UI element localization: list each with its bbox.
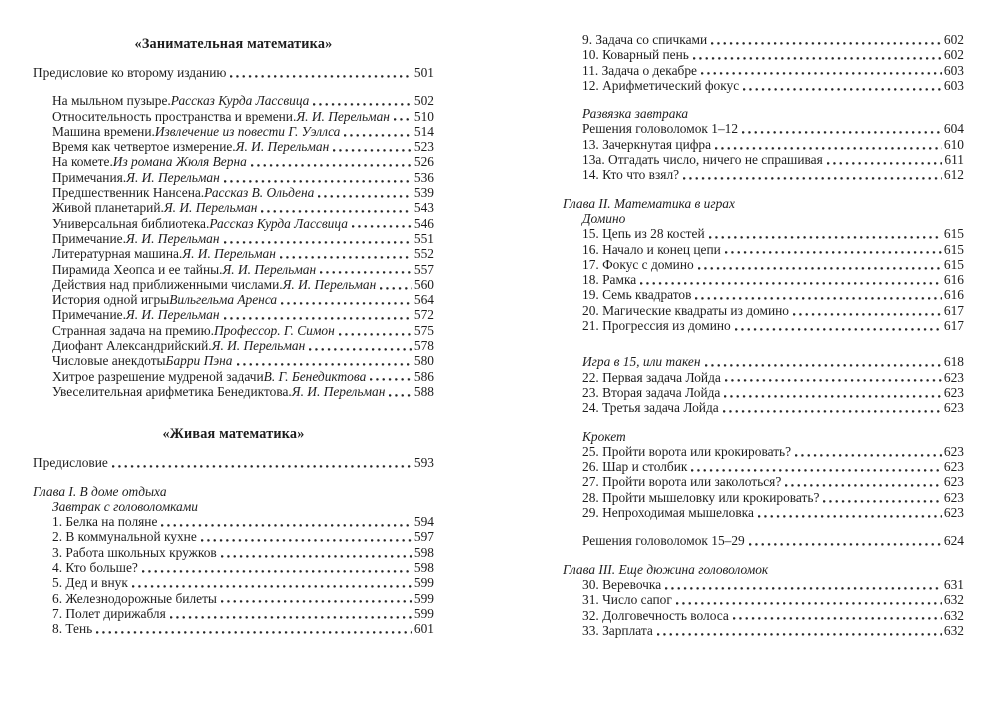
toc-entry-title: 28. Пройти мышеловку или крокировать?	[582, 489, 820, 505]
toc-entry-page: 602	[943, 32, 964, 47]
toc-entry	[33, 484, 434, 499]
toc-entry	[33, 560, 434, 575]
toc-entry-page: 623	[943, 400, 964, 416]
dot-leader	[683, 177, 942, 180]
toc-entry-page: 510	[413, 108, 434, 124]
toc-entry-page: 523	[413, 139, 434, 155]
dot-leader	[823, 500, 941, 503]
toc-entry-title: Универсальная библиотека.	[52, 215, 210, 231]
toc-gap	[563, 520, 964, 533]
toc-entry-subtitle: Рассказ Курда Лассвица	[209, 215, 348, 231]
toc-entry	[33, 353, 434, 368]
toc-entry	[563, 78, 964, 93]
toc-entry	[563, 490, 964, 505]
toc-entry-page: 604	[943, 121, 964, 137]
toc-entry-title: На комете.	[52, 154, 113, 170]
toc-entry-subtitle: Завтрак с головоломками	[52, 498, 198, 514]
toc-entry-title: 21. Прогрессия из домино	[582, 318, 731, 334]
dot-leader	[389, 394, 412, 397]
toc-entry-title: Предшественник Нансена.	[52, 185, 205, 201]
toc-entry	[33, 231, 434, 246]
toc-entry-subtitle: Домино	[582, 210, 626, 226]
toc-entry	[563, 63, 964, 78]
toc-entry-page: 624	[943, 533, 964, 549]
toc-entry	[33, 109, 434, 124]
toc-entry-page: 623	[943, 489, 964, 505]
toc-entry-page: 578	[413, 338, 434, 354]
toc-entry-subtitle: Я. И. Перельман	[222, 261, 317, 277]
toc-column-left	[33, 36, 434, 637]
dot-leader	[394, 118, 412, 121]
toc-entry	[563, 385, 964, 400]
toc-entry-page: 632	[943, 607, 964, 623]
toc-entry-title: 4. Кто больше?	[52, 560, 138, 576]
dot-leader	[795, 454, 942, 457]
dot-leader	[261, 210, 411, 213]
toc-entry-title: 8. Тень	[52, 621, 93, 637]
toc-entry-page: 618	[943, 354, 964, 370]
dot-leader	[132, 585, 412, 588]
toc-entry-title: 20. Магические квадраты из домино	[582, 302, 789, 318]
toc-entry-page: 572	[413, 307, 434, 323]
toc-gap	[33, 471, 434, 484]
toc-entry	[33, 591, 434, 606]
dot-leader	[380, 287, 412, 290]
section-heading: «Живая математика»	[162, 426, 305, 443]
toc-entry	[33, 455, 434, 470]
toc-entry-subtitle: Барри Пэна	[165, 353, 233, 369]
toc-entry-title: 14. Кто что взял?	[582, 167, 680, 183]
toc-entry-page: 586	[413, 368, 434, 384]
dot-leader	[733, 617, 942, 620]
toc-entry-title: 12. Арифметический фокус	[582, 77, 740, 93]
toc-entry	[563, 257, 964, 272]
dot-leader	[705, 364, 942, 367]
toc-entry-page: 564	[413, 292, 434, 308]
toc-entry-subtitle: Крокет	[582, 428, 626, 444]
dot-leader	[785, 484, 942, 487]
toc-entry	[33, 262, 434, 277]
toc-entry-title: 25. Пройти ворота или крокировать?	[582, 443, 792, 459]
toc-entry	[33, 216, 434, 231]
toc-entry	[563, 459, 964, 474]
toc-entry-page: 615	[943, 256, 964, 272]
dot-leader	[693, 57, 942, 60]
toc-entry-page: 598	[413, 544, 434, 560]
toc-entry-subtitle: Я. И. Перельман	[291, 383, 386, 399]
toc-gap	[563, 333, 964, 354]
dot-leader	[230, 75, 412, 78]
toc-entry-title: Числовые анекдоты	[52, 353, 166, 369]
toc-entry-subtitle: Глава III. Еще дюжина головоломок	[563, 561, 769, 577]
toc-entry	[33, 185, 434, 200]
dot-leader	[827, 162, 943, 165]
toc-entry-page: 598	[413, 560, 434, 576]
toc-entry-subtitle: Глава II. Математика в играх	[563, 195, 735, 211]
dot-leader	[742, 131, 942, 134]
toc-entry	[563, 226, 964, 241]
dot-leader	[224, 180, 412, 183]
dot-leader	[657, 633, 942, 636]
toc-entry	[563, 474, 964, 489]
toc-entry-page: 611	[944, 152, 964, 168]
toc-entry	[563, 47, 964, 62]
dot-leader	[221, 555, 412, 558]
toc-entry-page: 615	[943, 226, 964, 242]
toc-entry-page: 603	[943, 77, 964, 93]
dot-leader	[370, 378, 412, 381]
toc-entry	[563, 167, 964, 182]
toc-entry-title: Увеселительная арифметика Бенедиктова.	[52, 383, 292, 399]
toc-entry-page: 543	[413, 200, 434, 216]
toc-entry-page: 546	[413, 215, 434, 231]
toc-entry-title: Действия над приближенными числами.	[52, 276, 283, 292]
toc-entry	[563, 354, 964, 369]
toc-entry	[563, 623, 964, 638]
toc-entry-subtitle: Я. И. Перельман	[125, 307, 220, 323]
toc-entry-title: 16. Начало и конец цепи	[582, 241, 721, 257]
toc-gap	[563, 549, 964, 562]
toc-entry-title: Хитрое разрешение мудреной задачи	[52, 368, 264, 384]
toc-entry-subtitle: Рассказ Курда Лассвица	[170, 93, 310, 109]
toc-entry-page: 616	[943, 287, 964, 303]
dot-leader	[96, 631, 412, 634]
toc-entry-title: 13а. Отгадать число, ничего не спрашивая	[582, 152, 823, 168]
toc-entry	[33, 606, 434, 621]
toc-entry-page: 551	[413, 230, 434, 246]
toc-entry-subtitle: Рассказ В. Ольдена	[204, 185, 315, 201]
dot-leader	[352, 225, 412, 228]
dot-leader	[320, 271, 412, 274]
toc-entry-title: Время как четвертое измерение.	[52, 139, 236, 155]
toc-entry-page: 536	[413, 169, 434, 185]
toc-entry	[563, 444, 964, 459]
toc-entry-page: 616	[943, 272, 964, 288]
dot-leader	[676, 602, 942, 605]
toc-entry-title: 7. Полет дирижабля	[52, 605, 166, 621]
toc-entry-page: 623	[943, 505, 964, 521]
toc-entry-title: 11. Задача о декабре	[582, 62, 697, 78]
toc-entry-page: 617	[943, 302, 964, 318]
toc-entry	[563, 137, 964, 152]
toc-entry-page: 560	[413, 276, 434, 292]
toc-entry-subtitle: Глава I. В доме отдыха	[33, 483, 167, 499]
toc-entry-subtitle: В. Г. Бенедиктова	[263, 368, 367, 384]
toc-entry-title: Диофант Александрийский.	[52, 338, 212, 354]
dot-leader	[640, 282, 942, 285]
toc-entry-page: 623	[943, 384, 964, 400]
toc-entry	[33, 93, 434, 108]
toc-entry-title: 9. Задача со спичками	[582, 32, 708, 47]
toc-entry-title: 3. Работа школьных кружков	[52, 544, 217, 560]
toc-entry-page: 623	[943, 369, 964, 385]
toc-entry-title: 19. Семь квадратов	[582, 287, 692, 303]
dot-leader	[112, 465, 412, 468]
toc-entry-page: 594	[413, 514, 434, 530]
dot-leader	[161, 524, 412, 527]
toc-entry-title: Предисловие	[33, 455, 108, 471]
toc-entry-title: История одной игры	[52, 292, 170, 308]
toc-entry-page: 601	[413, 621, 434, 637]
dot-leader	[170, 616, 412, 619]
dot-leader	[749, 543, 942, 546]
dot-leader	[665, 587, 942, 590]
dot-leader	[709, 236, 942, 239]
toc-entry-page: 552	[413, 246, 434, 262]
toc-gap	[33, 80, 434, 93]
toc-entry	[563, 370, 964, 385]
toc-entry	[33, 307, 434, 322]
toc-entry-title: 5. Дед и внук	[52, 575, 128, 591]
toc-entry-page: 632	[943, 592, 964, 608]
toc-entry-page: 575	[413, 322, 434, 338]
toc-gap	[563, 93, 964, 106]
toc-entry-page: 602	[943, 47, 964, 63]
toc-entry-page: 501	[413, 65, 434, 80]
dot-leader	[715, 147, 942, 150]
toc-entry-subtitle: Вильгельма Аренса	[169, 292, 278, 308]
toc-entry-page: 623	[943, 443, 964, 459]
toc-entry-title: 27. Пройти ворота или заколоться?	[582, 474, 782, 490]
dot-leader	[224, 241, 412, 244]
toc-entry-subtitle: Я. И. Перельман	[296, 108, 390, 124]
toc-entry	[33, 338, 434, 353]
toc-entry	[563, 106, 964, 121]
toc-entry-page: 588	[413, 383, 434, 399]
dot-leader	[339, 333, 412, 336]
toc-entry-subtitle: Я. И. Перельман	[126, 169, 220, 185]
dot-leader	[333, 149, 412, 152]
toc-entry-title: Примечание.	[52, 307, 126, 323]
dot-leader	[701, 72, 942, 75]
toc-entry-title: Пирамида Хеопса и ее тайны.	[52, 261, 223, 277]
section-heading: «Занимательная математика»	[134, 36, 333, 52]
toc-entry-page: 526	[413, 154, 434, 170]
toc-entry-title: Литературная машина.	[52, 246, 183, 262]
toc-entry	[33, 384, 434, 399]
toc-entry-title: Машина времени.	[52, 123, 155, 139]
toc-entry-title: 30. Веревочка	[582, 576, 662, 592]
toc-entry	[33, 499, 434, 514]
toc-entry-page: 557	[413, 261, 434, 277]
toc-entry	[33, 139, 434, 154]
toc-entry-title: Предисловие ко второму изданию	[33, 65, 227, 80]
toc-entry	[33, 124, 434, 139]
toc-entry-title: Решения головоломок 15–29	[582, 533, 745, 549]
toc-entry-title: Странная задача на премию.	[52, 322, 214, 338]
dot-leader	[698, 267, 942, 270]
toc-entry	[563, 303, 964, 318]
toc-entry-title: 10. Коварный пень	[582, 47, 689, 63]
toc-entry	[563, 196, 964, 211]
toc-entry-subtitle: Я. И. Перельман	[125, 230, 220, 246]
toc-column-right	[563, 32, 964, 638]
toc-entry	[33, 200, 434, 215]
toc-entry	[563, 242, 964, 257]
toc-entry	[563, 121, 964, 136]
toc-entry-page: 603	[943, 62, 964, 78]
toc-entry-title: Примечания.	[52, 169, 127, 185]
dot-leader	[309, 348, 412, 351]
toc-entry-subtitle: Из романа Жюля Верна	[112, 154, 247, 170]
toc-entry	[563, 429, 964, 444]
toc-entry	[33, 323, 434, 338]
toc-entry-title: 31. Число сапог	[582, 592, 672, 608]
toc-entry-page: 539	[413, 185, 434, 201]
toc-entry	[563, 592, 964, 607]
toc-entry	[33, 545, 434, 560]
toc-entry-title: 33. Зарплата	[582, 622, 653, 638]
dot-leader	[725, 379, 942, 382]
toc-entry	[563, 505, 964, 520]
toc-entry-subtitle: Извлечение из повести Г. Уэллса	[154, 123, 341, 139]
toc-entry-page: 593	[413, 455, 434, 471]
toc-entry	[563, 400, 964, 415]
dot-leader	[793, 313, 942, 316]
toc-entry-page: 599	[413, 590, 434, 606]
dot-leader	[711, 42, 942, 45]
toc-entry-subtitle: Я. И. Перельман	[163, 200, 258, 216]
toc-entry-subtitle: Я. И. Перельман	[211, 338, 306, 354]
dot-leader	[221, 600, 412, 603]
toc-entry	[563, 152, 964, 167]
toc-entry-title: 13. Зачеркнутая цифра	[582, 136, 712, 152]
toc-entry	[33, 514, 434, 529]
toc-entry-subtitle: Развязка завтрака	[582, 106, 689, 122]
toc-entry	[563, 608, 964, 623]
toc-entry-title: 32. Долговечность волоса	[582, 607, 729, 623]
toc-entry-page: 514	[413, 123, 434, 139]
dot-leader	[735, 328, 942, 331]
dot-leader	[344, 134, 412, 137]
toc-entry	[33, 292, 434, 307]
toc-entry-page: 631	[943, 576, 964, 592]
toc-entry-title: 1. Белка на поляне	[52, 514, 158, 530]
dot-leader	[224, 317, 412, 320]
dot-leader	[237, 363, 412, 366]
toc-entry	[33, 369, 434, 384]
dot-leader	[142, 570, 412, 573]
toc-entry	[33, 529, 434, 544]
dot-leader	[318, 195, 412, 198]
dot-leader	[281, 302, 412, 305]
toc-entry	[563, 533, 964, 548]
toc-entry-subtitle: Я. И. Перельман	[282, 276, 377, 292]
toc-entry-page: 632	[943, 622, 964, 638]
dot-leader	[695, 297, 941, 300]
toc-entry	[563, 562, 964, 577]
toc-entry-subtitle: Игра в 15, или такен	[582, 354, 701, 370]
toc-entry	[33, 170, 434, 185]
toc-entry-title: 23. Вторая задача Лойда	[582, 384, 721, 400]
toc-entry	[563, 287, 964, 302]
toc-entry-title: 6. Железнодорожные билеты	[52, 590, 217, 606]
dot-leader	[758, 515, 942, 518]
toc-entry-page: 623	[943, 459, 964, 475]
toc-entry	[563, 32, 964, 47]
toc-entry	[33, 575, 434, 590]
toc-entry-page: 597	[413, 529, 434, 545]
toc-entry-subtitle: Профессор. Г. Симон	[213, 322, 335, 338]
toc-entry	[33, 621, 434, 636]
toc-entry	[33, 277, 434, 292]
toc-gap	[563, 416, 964, 429]
dot-leader	[313, 103, 412, 106]
toc-entry-page: 612	[943, 167, 964, 183]
toc-entry-title: 15. Цепь из 28 костей	[582, 226, 705, 242]
toc-entry-title: Живой планетарий.	[52, 200, 164, 216]
toc-entry	[563, 577, 964, 592]
toc-entry-page: 617	[943, 318, 964, 334]
toc-entry	[563, 211, 964, 226]
dot-leader	[201, 539, 412, 542]
toc-entry-title: На мыльном пузыре.	[52, 93, 171, 109]
toc-entry-subtitle: Я. И. Перельман	[182, 246, 276, 262]
toc-entry-title: Решения головоломок 1–12	[582, 121, 739, 137]
toc-entry-page: 610	[943, 136, 964, 152]
toc-entry-page: 599	[413, 605, 434, 621]
toc-entry-title: 29. Непроходимая мышеловка	[582, 505, 754, 521]
toc-entry	[563, 318, 964, 333]
toc-entry-title: 24. Третья задача Лойда	[582, 400, 719, 416]
toc-entry-page: 599	[413, 575, 434, 591]
toc-entry-title: 22. Первая задача Лойда	[582, 369, 721, 385]
dot-leader	[691, 469, 942, 472]
toc-entry	[563, 272, 964, 287]
dot-leader	[725, 251, 942, 254]
toc-entry-title: 26. Шар и столбик	[582, 459, 688, 475]
toc-entry-title: 2. В коммунальной кухне	[52, 529, 197, 545]
dot-leader	[743, 88, 942, 91]
toc-entry-subtitle: Я. И. Перельман	[235, 139, 330, 155]
toc-entry-page: 615	[943, 241, 964, 257]
toc-entry-title: 17. Фокус с домино	[582, 256, 694, 272]
toc-entry	[33, 246, 434, 261]
toc-entry-page: 623	[943, 474, 964, 490]
toc-entry-page: 502	[413, 93, 434, 109]
toc-entry-title: Относительность пространства и времени.	[52, 108, 297, 124]
toc-entry-page: 580	[413, 353, 434, 369]
dot-leader	[723, 410, 942, 413]
dot-leader	[251, 164, 412, 167]
toc-entry-title: 18. Рамка	[582, 272, 637, 288]
toc-entry	[33, 65, 434, 80]
dot-leader	[724, 395, 942, 398]
toc-gap	[563, 183, 964, 196]
toc-entry-title: Примечание.	[52, 230, 126, 246]
toc-entry	[33, 154, 434, 169]
dot-leader	[280, 256, 412, 259]
